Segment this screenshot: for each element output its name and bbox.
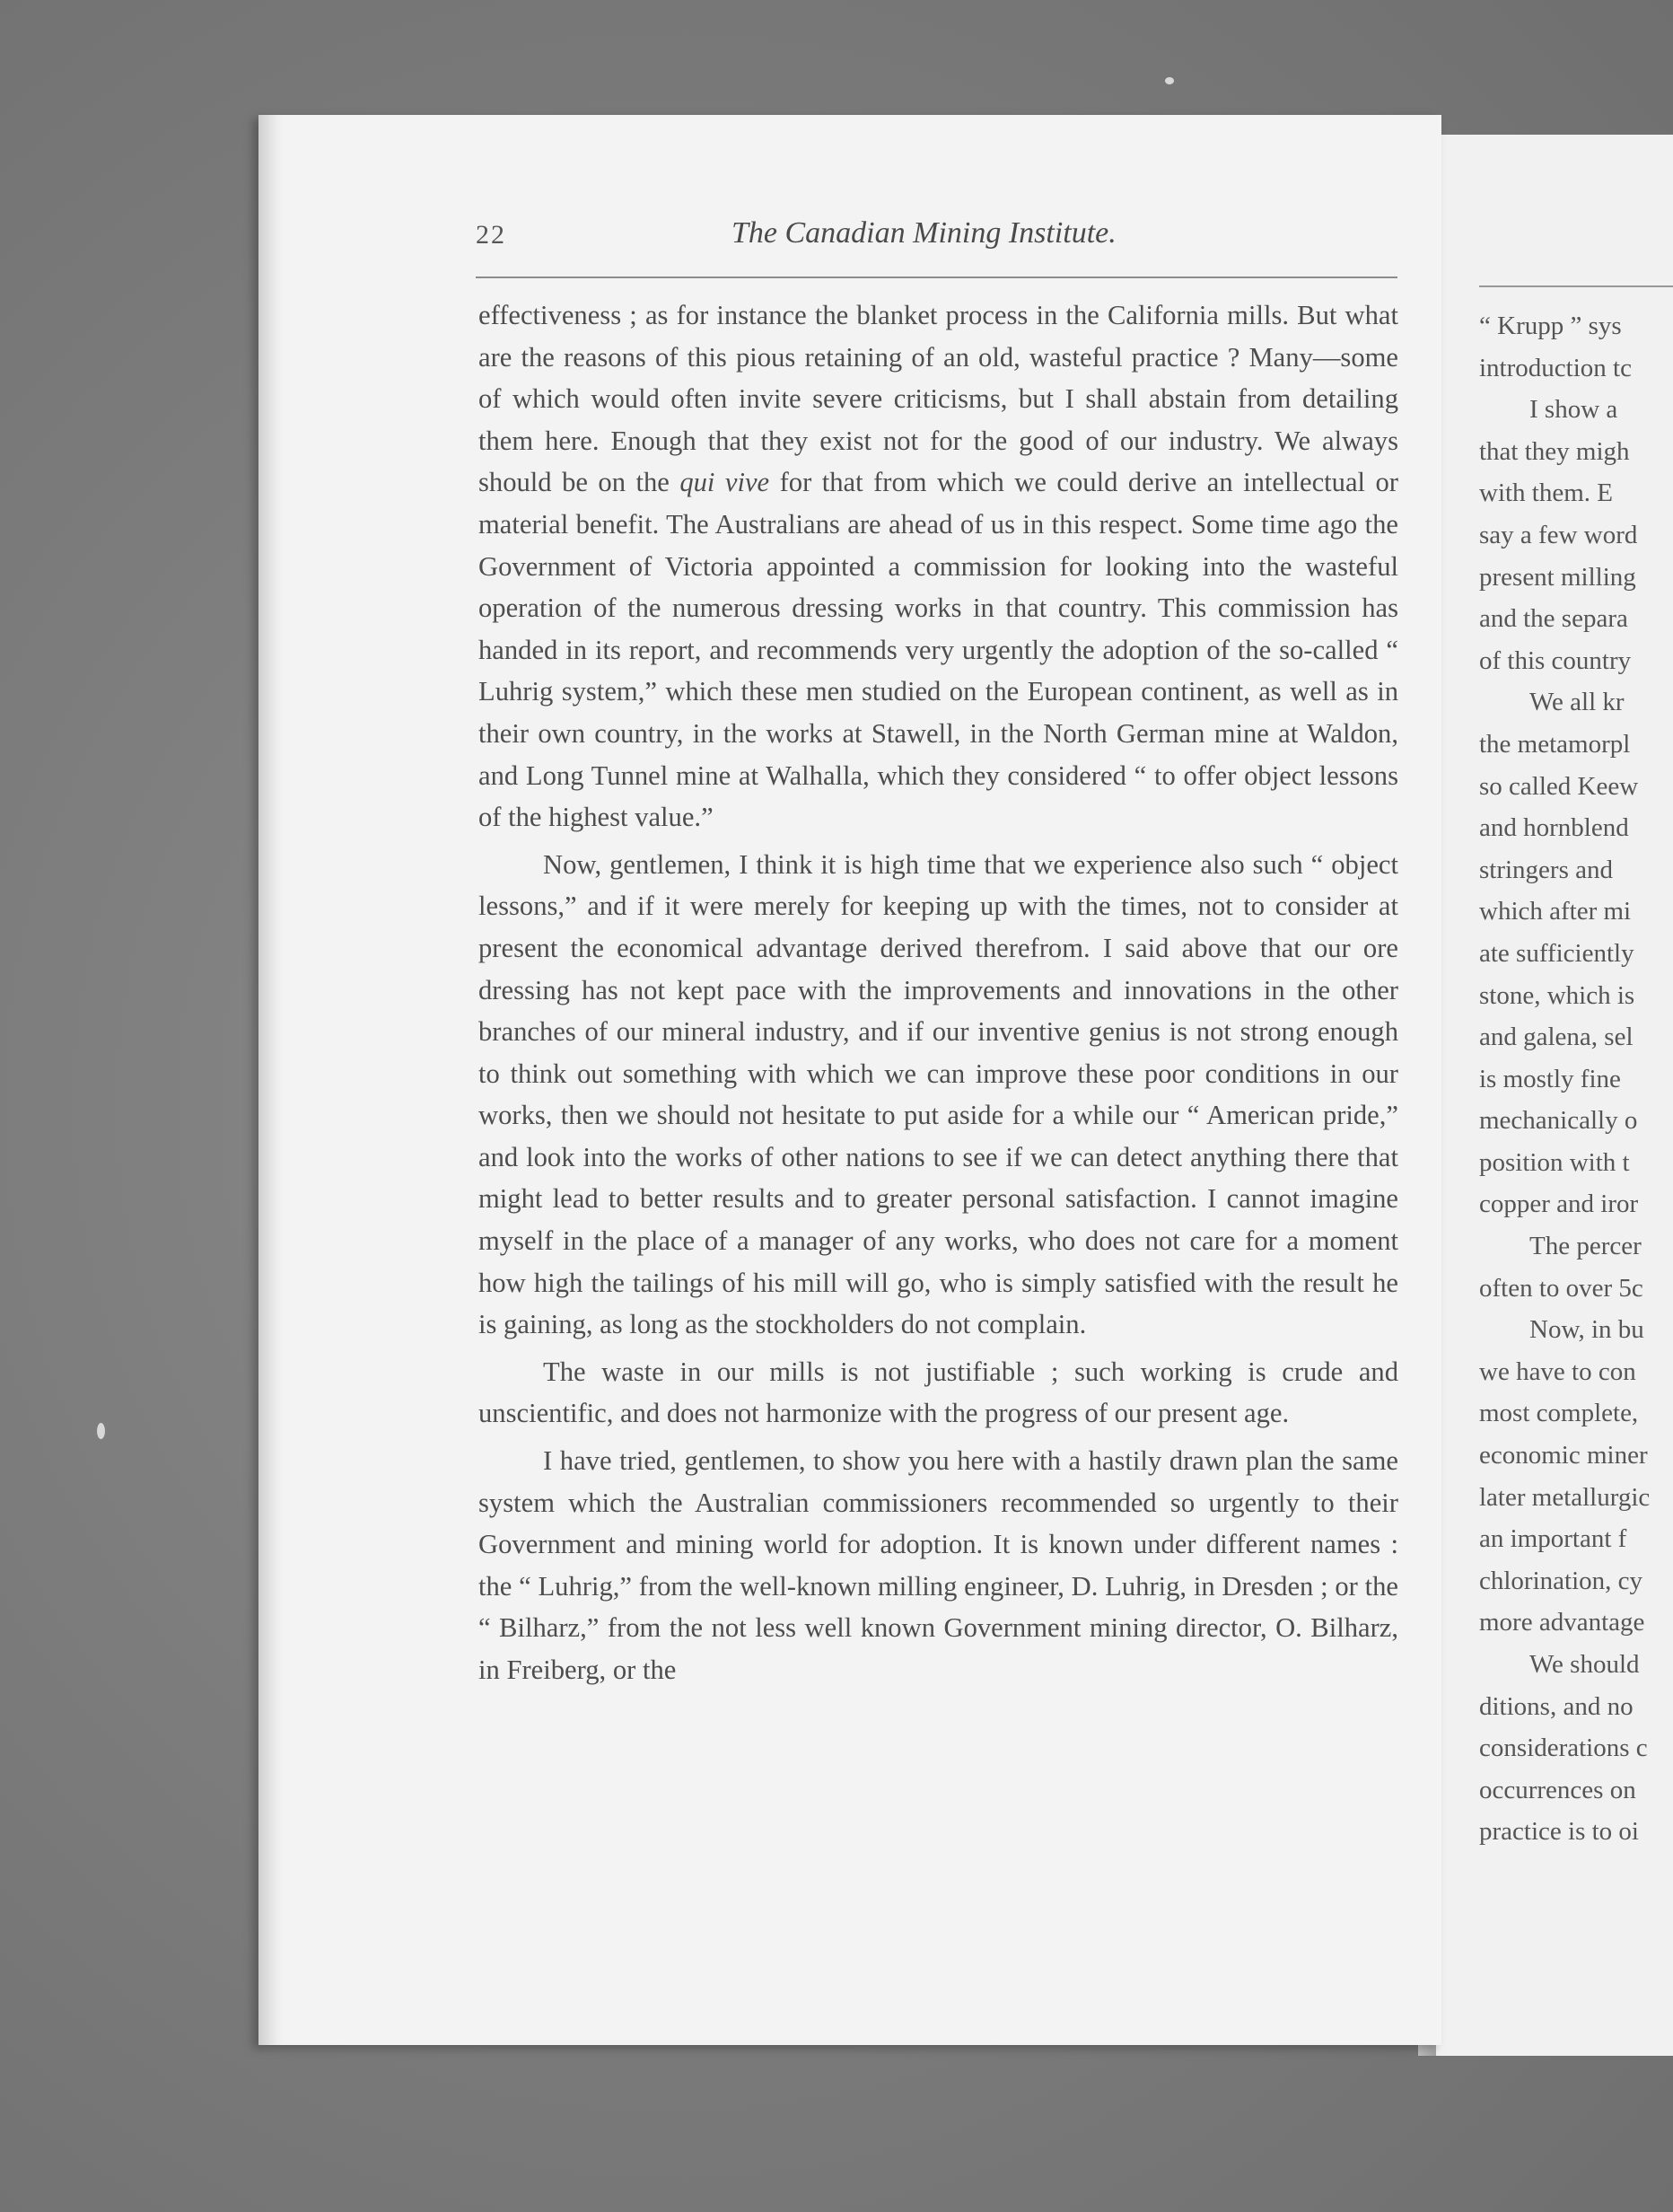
facing-page-line: the metamorpl (1479, 729, 1631, 759)
facing-page-line: ate sufficiently (1479, 938, 1634, 968)
italic-phrase: qui vive (679, 467, 770, 498)
facing-page-line: with them. E (1479, 478, 1614, 508)
facing-page-line: I show a (1529, 395, 1618, 425)
facing-page-line: stone, which is (1479, 980, 1635, 1010)
facing-page-line: of this country (1479, 645, 1632, 675)
facing-page-line: considerations c (1479, 1734, 1648, 1763)
facing-page-line: often to over 5c (1479, 1273, 1643, 1303)
paragraph: I have tried, gentlemen, to show you here with a hastily drawn plan the same system which the Australian commissioners recommended so urgently to their Government and mining world for adoption. It is known under different names : the “ Luhrig,” from the well-known milling engineer, D. Luhrig, in Dresden ; or the “ Bilharz,” from the not less well known Government mining director, O. Bilharz, in Freiberg, or the (478, 1445, 1398, 1685)
facing-page-line: occurrences on (1479, 1775, 1636, 1804)
paragraph: Now, gentlemen, I think it is high time that we experience also such “ object lessons,” and if it were merely for keeping up with the times, not to consider at present the economical advantage derived therefrom. I said above that our ore dressing has not kept pace with the improvements and innovations in the other branches of our mineral industry, and if our inventive genius is not strong enough to think out something with which we can improve these poor conditions in our works, then we should not hesitate to put aside for a while our “ American pride,” and look into the works of other nations to see if we can detect anything there that might lead to better results and to greater personal satisfaction. I cannot imagine myself in the place of a manager of any works, who does not care for a moment how high the tailings of his mill will go, who is simply satisfied with the result he is gaining, as long as the stockholders do not complain. (478, 848, 1398, 1340)
facing-page-line: mechanically o (1479, 1106, 1638, 1136)
facing-page-line: We all kr (1529, 688, 1625, 717)
page-edge (258, 115, 284, 2045)
facing-page-line: economic miner (1479, 1441, 1648, 1470)
facing-page-line: and the separa (1479, 604, 1628, 634)
body-text (478, 294, 1398, 1691)
facing-page-line: present milling (1479, 562, 1636, 592)
facing-page-line: later metallurgic (1479, 1482, 1651, 1512)
facing-page-line: The percer (1529, 1232, 1642, 1261)
facing-page-line: is mostly fine (1479, 1064, 1621, 1093)
facing-page-line: stringers and (1479, 855, 1613, 884)
journal-title: The Canadian Mining Institute. (731, 216, 1117, 250)
facing-page-line: most complete, (1479, 1399, 1639, 1428)
facing-page-line: we have to con (1479, 1356, 1636, 1386)
header-rule (476, 276, 1397, 278)
facing-page-line: more advantage (1479, 1608, 1645, 1637)
facing-page-rule (1479, 285, 1673, 287)
facing-page-line: “ Krupp ” sys (1479, 312, 1622, 340)
facing-page-line: practice is to oi (1479, 1817, 1639, 1847)
facing-page-line: which after mi (1479, 897, 1632, 926)
facing-page-line: chlorination, cy (1479, 1566, 1643, 1595)
paragraph: effectiveness ; as for instance the blanket process in the California mills. But what are the reasons of this pious retaining of an old, wasteful practice ? Many—some of which would often invite severe criticisms, but I shall abstain from detailing them here. Enough that they exist not for the good of our industry. We always should be on the qui vive for that from which we could derive an intellectual or material benefit. The Australians are ahead of us in this respect. Some time ago the Government of Victoria appointed a commission for looking into the wasteful operation of the numerous dressing works in that country. This commission has handed in its report, and recommends very urgently the adoption of the so-called “ Luhrig system,” which these men studied on the European continent, as well as in their own country, in the works at Stawell, in the North German mine at Waldon, and Long Tunnel mine at Walhalla, which they considered “ to offer object lessons of the highest value.” (478, 300, 1398, 833)
facing-page-line: We should (1529, 1650, 1640, 1679)
facing-page-line: an important f (1479, 1524, 1627, 1554)
dust-speck (1165, 77, 1174, 84)
facing-page-line: so called Keew (1479, 771, 1639, 801)
paragraph: The waste in our mills is not justifiable ; such working is crude and unscientific, and does not harmonize with the progress of our present age. (478, 1356, 1398, 1429)
facing-page-line: and hornblend (1479, 813, 1629, 843)
page-number: 22 (476, 220, 506, 250)
facing-page-line: Now, in bu (1529, 1315, 1644, 1345)
dust-speck (97, 1423, 105, 1439)
facing-page-text (1479, 305, 1673, 1853)
running-head (476, 216, 1409, 265)
facing-page-line: copper and iror (1479, 1189, 1639, 1219)
facing-page-line: and galena, sel (1479, 1023, 1634, 1052)
facing-page-line: introduction tc (1479, 353, 1632, 382)
facing-page-line: ditions, and no (1479, 1691, 1634, 1721)
facing-page-line: that they migh (1479, 436, 1630, 466)
facing-page-line: say a few word (1479, 520, 1638, 549)
facing-page-line: position with t (1479, 1147, 1630, 1177)
